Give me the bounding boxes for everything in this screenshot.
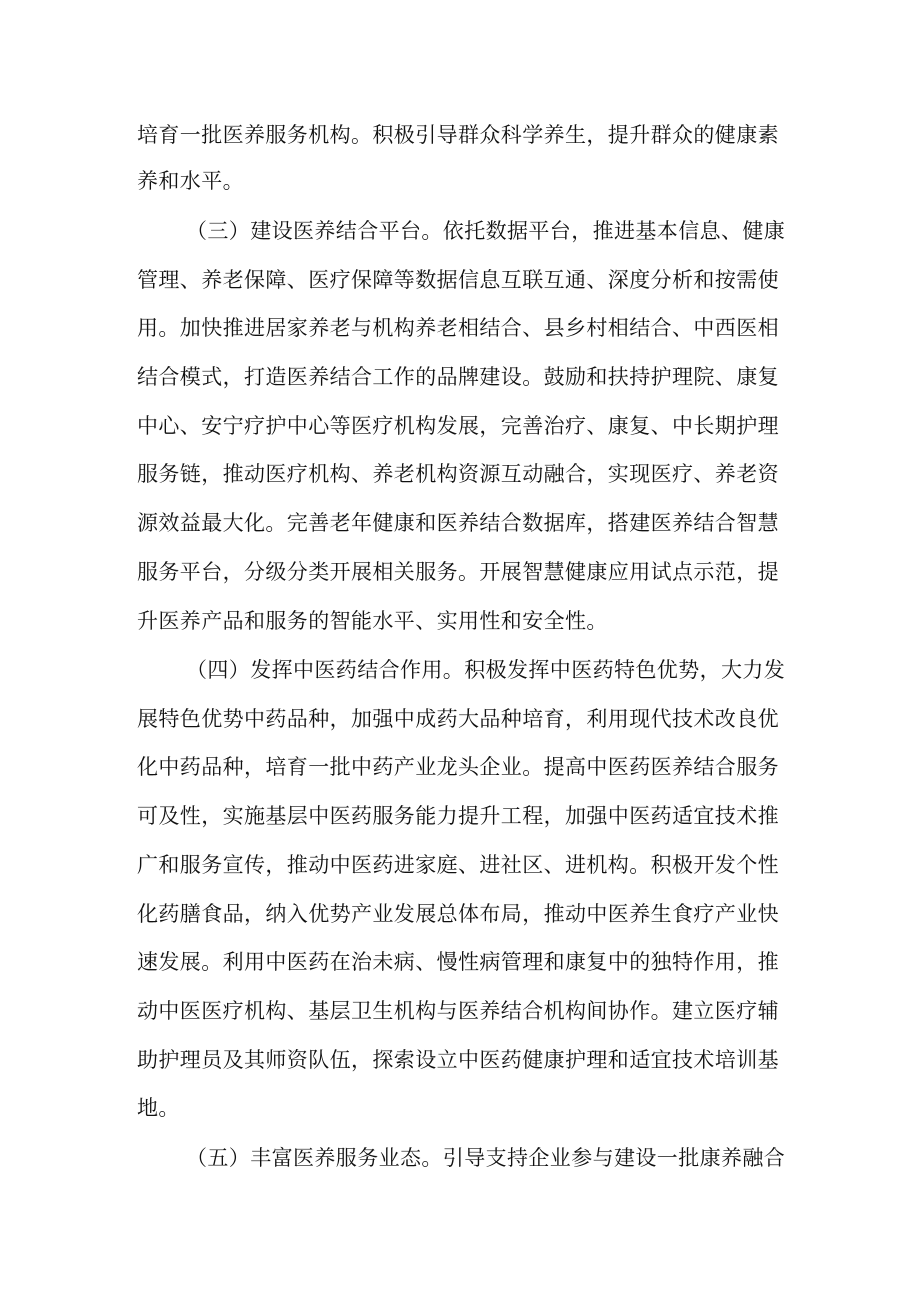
text-line: 化中药品种，培育一批中药产业龙头企业。提高中医药医养结合服务: [137, 755, 779, 779]
text-line: 源效益最大化。完善老年健康和医养结合数据库，搭建医养结合智慧: [137, 511, 779, 535]
section-heading-line: （四）发挥中医药结合作用。积极发挥中医药特色优势，大力发: [186, 658, 786, 682]
text-line: 地。: [137, 1096, 180, 1120]
text-line: 服务平台，分级分类开展相关服务。开展智慧健康应用试点示范，提: [137, 560, 779, 584]
text-line: 服务链，推动医疗机构、养老机构资源互动融合，实现医疗、养老资: [137, 462, 779, 486]
text-line: 用。加快推进居家养老与机构养老相结合、县乡村相结合、中西医相: [137, 316, 779, 340]
text-line: 展特色优势中药品种，加强中成药大品种培育，利用现代技术改良优: [137, 707, 779, 731]
section-heading-line: （五）丰富医养服务业态。引导支持企业参与建设一批康养融合: [186, 1146, 786, 1170]
text-line: 速发展。利用中医药在治未病、慢性病管理和康复中的独特作用，推: [137, 950, 779, 974]
text-line: 广和服务宣传，推动中医药进家庭、进社区、进机构。积极开发个性: [137, 853, 779, 877]
text-line: 可及性，实施基层中医药服务能力提升工程，加强中医药适宜技术推: [137, 804, 779, 828]
text-line: 培育一批医养服务机构。积极引导群众科学养生，提升群众的健康素: [137, 123, 779, 147]
text-line: 化药膳食品，纳入优势产业发展总体布局，推动中医养生食疗产业快: [137, 902, 779, 926]
text-line: 中心、安宁疗护中心等医疗机构发展，完善治疗、康复、中长期护理: [137, 414, 779, 438]
text-line: 养和水平。: [137, 169, 244, 193]
text-line: 结合模式，打造医养结合工作的品牌建设。鼓励和扶持护理院、康复: [137, 365, 779, 389]
text-line: 管理、养老保障、医疗保障等数据信息互联互通、深度分析和按需使: [137, 268, 779, 292]
text-line: 助护理员及其师资队伍，探索设立中医药健康护理和适宜技术培训基: [137, 1048, 779, 1072]
text-line: 动中医医疗机构、基层卫生机构与医养结合机构间协作。建立医疗辅: [137, 999, 779, 1023]
text-line: 升医养产品和服务的智能水平、实用性和安全性。: [137, 609, 608, 633]
section-heading-line: （三）建设医养结合平台。依托数据平台，推进基本信息、健康: [186, 219, 786, 243]
